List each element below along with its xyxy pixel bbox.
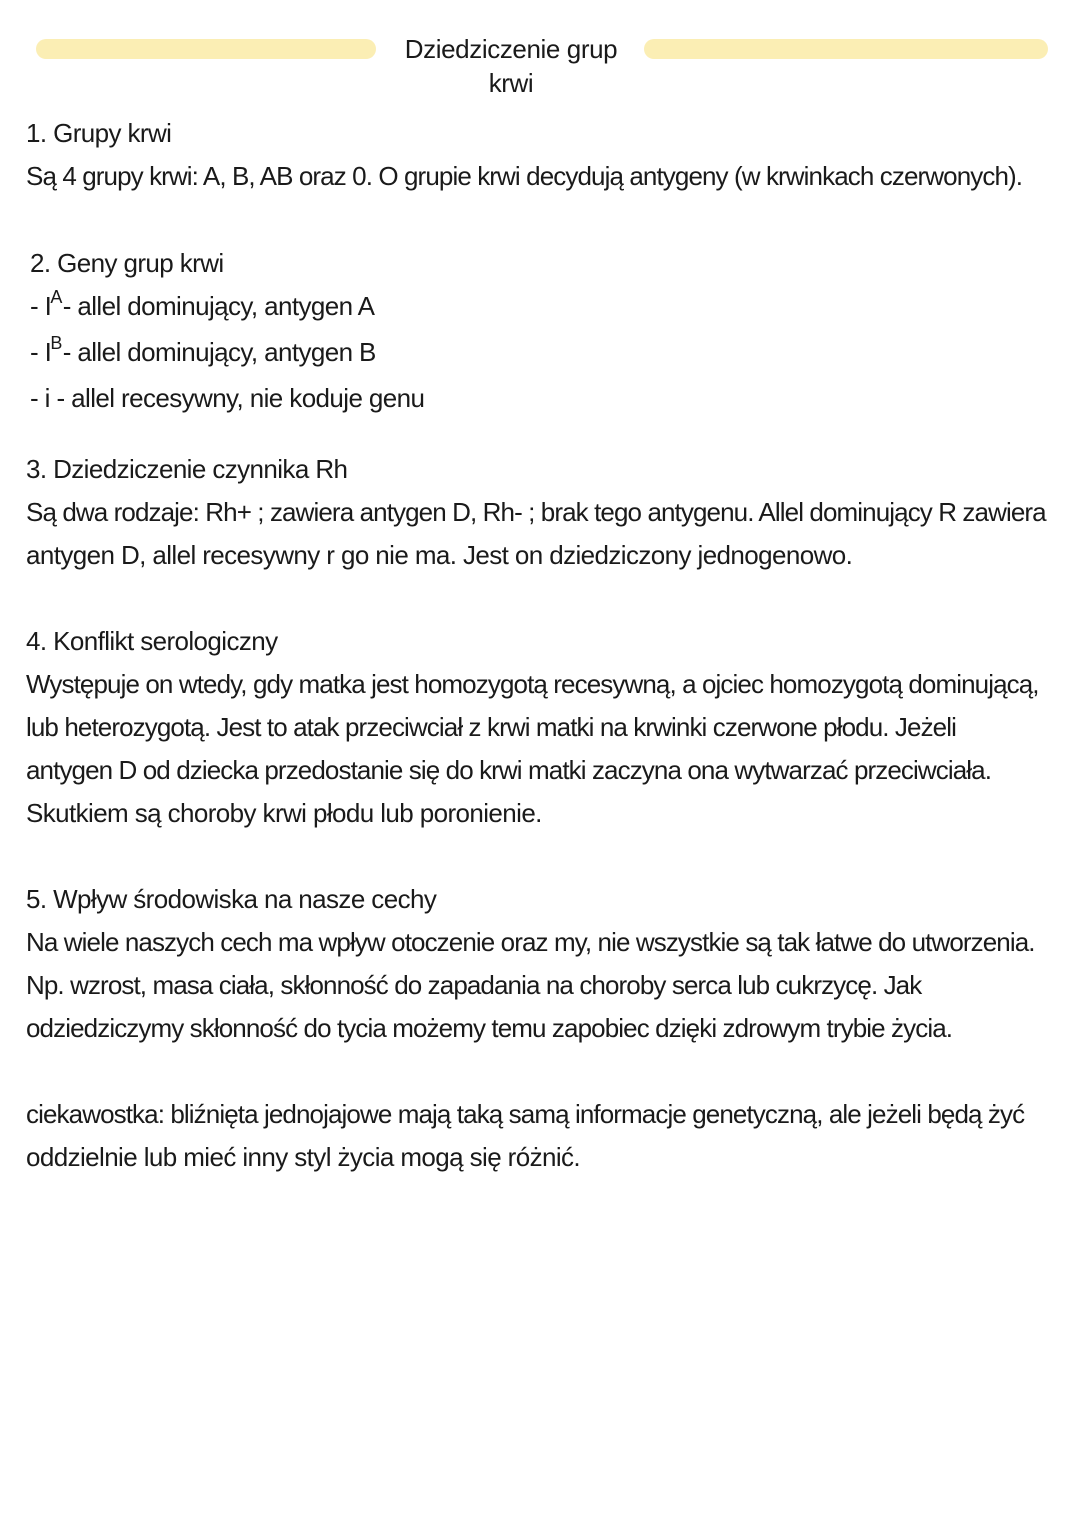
page-title: Dziedziczenie grup krwi: [404, 34, 618, 98]
paragraph-line: ciekawostka: bliźnięta jednojajowe mają taką samą informacje genetyczną, ale jeżeli będą żyć: [26, 1099, 1025, 1129]
allel-superscript: A: [50, 287, 62, 307]
title-row: [36, 30, 1050, 98]
section-heading: 4. Konflikt serologiczny: [26, 626, 278, 656]
allel-prefix: - i - allel recesywny, nie koduje genu: [30, 383, 425, 413]
paragraph-line: oddzielnie lub mieć inny styl życia mogą się różnić.: [26, 1142, 581, 1172]
section-fun-fact: [26, 1093, 1026, 1179]
paragraph-line: antygen D, allel recesywny r go nie ma. Jest on dziedziczony jednogenowo.: [26, 540, 853, 570]
paragraph-line: Np. wzrost, masa ciała, skłonność do zapadania na choroby serca lub cukrzycę. Jak: [26, 970, 922, 1000]
section-serological-conflict: [26, 620, 1039, 835]
paragraph-line: Są 4 grupy krwi: A, B, AB oraz 0. O grupie krwi decydują antygeny (w krwinkach czerwonych).: [26, 161, 1023, 191]
paragraph-line: Skutkiem są choroby krwi płodu lub poronienie.: [26, 798, 542, 828]
allel-prefix: - I: [30, 291, 52, 321]
allel-item: [30, 377, 1026, 420]
paragraph-line: odziedziczymy skłonność do tycia możemy temu zapobiec dzięki zdrowym trybie życia.: [26, 1013, 953, 1043]
allel-item: [30, 285, 1026, 331]
title-highlight-left: [36, 39, 376, 59]
section-blood-group-genes: [30, 242, 1026, 420]
document-body: [26, 112, 1046, 1179]
section-heading: 2. Geny grup krwi: [30, 248, 224, 278]
paragraph-line: Występuje on wtedy, gdy matka jest homozygotą recesywną, a ojciec homozygotą dominującą,: [26, 669, 1039, 699]
section-heading: 3. Dziedziczenie czynnika Rh: [26, 454, 348, 484]
paragraph-line: antygen D od dziecka przedostanie się do krwi matki zaczyna ona wytwarzać przeciwciała.: [26, 755, 992, 785]
allel-superscript: B: [50, 333, 62, 353]
section-heading: 5. Wpływ środowiska na nasze cechy: [26, 884, 437, 914]
section-environment-influence: [26, 878, 1035, 1050]
paragraph-line: lub heterozygotą. Jest to atak przeciwciał z krwi matki na krwinki czerwone płodu. Jeżeli: [26, 712, 956, 742]
paragraph-line: Na wiele naszych cech ma wpływ otoczenie oraz my, nie wszystkie są tak łatwe do utworzenia.: [26, 927, 1035, 957]
allel-item: [30, 331, 1026, 377]
title-highlight-right: [644, 39, 1048, 59]
allel-text: - allel dominujący, antygen A: [62, 291, 375, 321]
section-rh-factor: [26, 448, 1046, 577]
allel-text: - allel dominujący, antygen B: [62, 337, 376, 367]
section-blood-groups: [26, 112, 1026, 198]
allel-prefix: - I: [30, 337, 52, 367]
paragraph-line: Są dwa rodzaje: Rh+ ; zawiera antygen D, Rh- ; brak tego antygenu. Allel dominujący R zawiera: [26, 497, 1046, 527]
section-heading: 1. Grupy krwi: [26, 118, 172, 148]
